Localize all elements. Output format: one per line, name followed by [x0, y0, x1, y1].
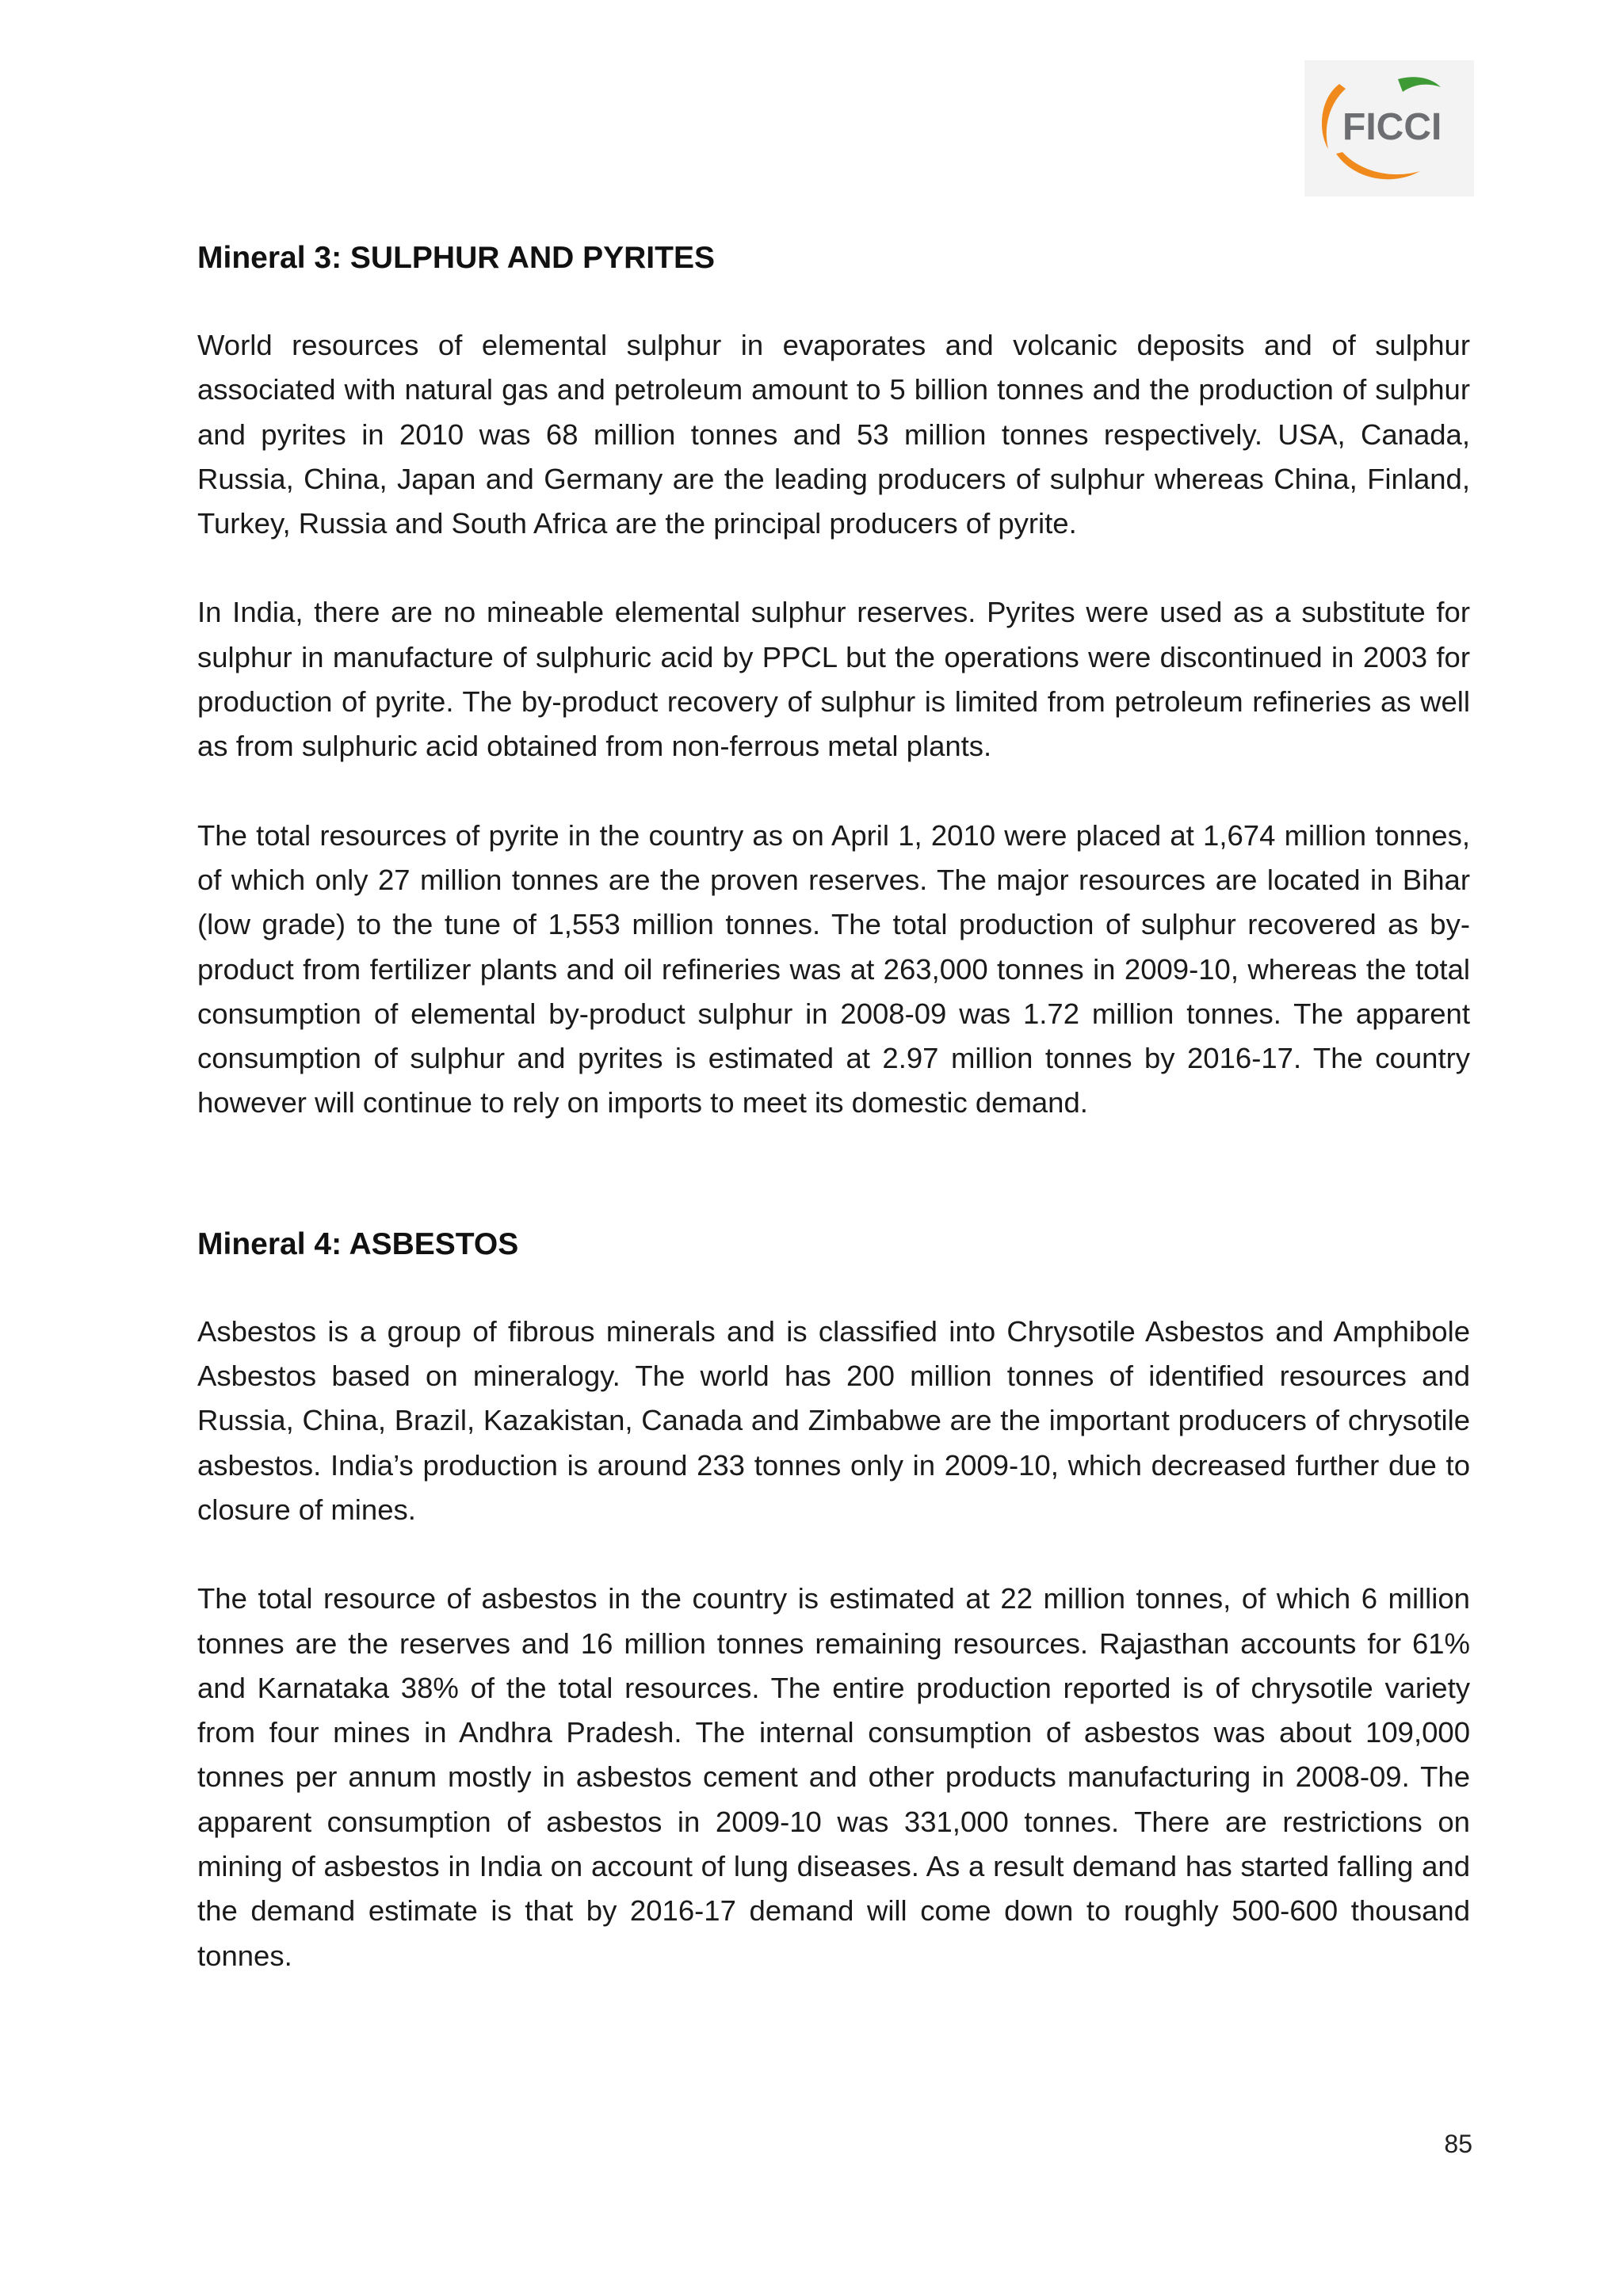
section-heading-asbestos: Mineral 4: ASBESTOS [197, 1226, 519, 1261]
ficci-logo [1304, 60, 1474, 196]
sulphur-paragraph-1: World resources of elemental sulphur in evaporates and volcanic deposits and of sulphur associated with natural gas and petroleum amount to 5 billion tonnes and the production of sulphur and pyrites in 2010 was 68 million tonnes and 53 million tonnes respectively. USA, Canada, Russia, China, Japan and Germany are the leading producers of sulphur whereas China, Finland, Turkey, Russia and South Africa are the principal producers of pyrite. [197, 329, 1470, 540]
logo-lower-swoosh [1336, 152, 1420, 179]
logo-green-swoosh [1398, 77, 1441, 92]
document-body [197, 238, 1470, 1978]
asbestos-paragraph-1: Asbestos is a group of fibrous minerals and is classified into Chrysotile Asbestos and Amphibole Asbestos based on mineralogy. The world has 200 million tonnes of identified resources and Russia, China, Brazil, Kazakistan, Canada and Zimbabwe are the important producers of chrysotile asbestos. India’s production is around 233 tonnes only in 2009-10, which decreased further due to closure of mines. [197, 1314, 1470, 1526]
sulphur-paragraph-2: In India, there are no mineable elemental sulphur reserves. Pyrites were used as a substitute for sulphur in manufacture of sulphuric acid by PPCL but the operations were discontinued in 2003 for production of pyrite. The by-product recovery of sulphur is limited from petroleum refineries as well as from sulphuric acid obtained from non-ferrous metal plants. [197, 596, 1470, 763]
ficci-logo-mark [1304, 60, 1474, 196]
section-heading-sulphur: Mineral 3: SULPHUR AND PYRITES [197, 241, 715, 275]
logo-text: FICCI [1342, 106, 1442, 148]
page-number: 85 [1444, 2130, 1472, 2158]
asbestos-paragraph-2: The total resource of asbestos in the country is estimated at 22 million tonnes, of which 6 million tonnes are the reserves and 16 million tonnes remaining resources. Rajasthan accounts for 61% and Karnataka 38% of the total resources. The entire production reported is of chrysotile variety from four mines in Andhra Pradesh. The internal consumption of asbestos was about 109,000 tonnes per annum mostly in asbestos cement and other products manufacturing in 2008-09. The apparent consumption of asbestos in 2009-10 was 331,000 tonnes. There are restrictions on mining of asbestos in India on account of lung diseases. As a result demand has started falling and the demand estimate is that by 2016-17 demand will come down to roughly 500-600 thousand tonnes. [197, 1582, 1470, 1972]
sulphur-paragraph-3: The total resources of pyrite in the country as on April 1, 2010 were placed at 1,674 million tonnes, of which only 27 million tonnes are the proven reserves. The major resources are located in Bihar (low grade) to the tune of 1,553 million tonnes. The total production of sulphur recovered as by-product from fertilizer plants and oil refineries was at 263,000 tonnes in 2009-10, whereas the total consumption of elemental by-product sulphur in 2008-09 was 1.72 million tonnes. The apparent consumption of sulphur and pyrites is estimated at 2.97 million tonnes by 2016-17. The country however will continue to rely on imports to meet its domestic demand. [197, 818, 1470, 1119]
